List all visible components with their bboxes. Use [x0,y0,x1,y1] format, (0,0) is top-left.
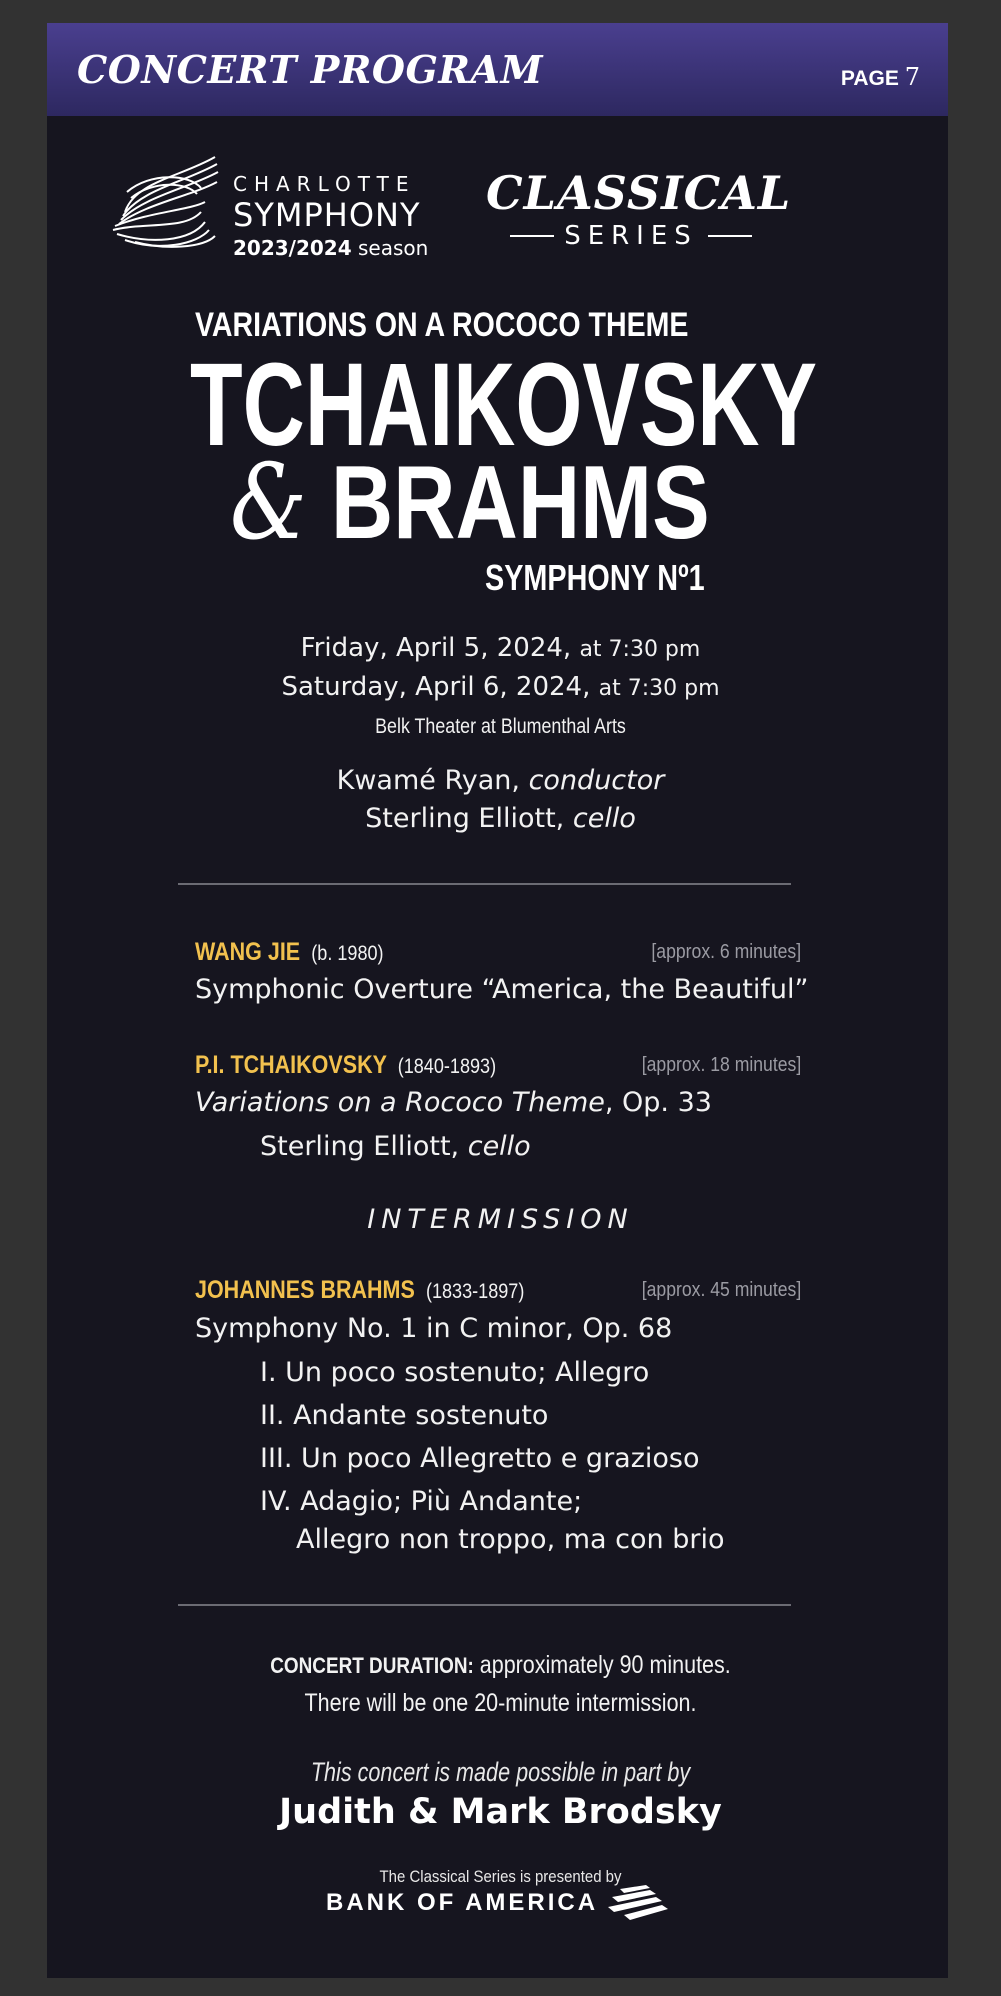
page-number: 7 [904,63,920,91]
date-text: Friday, April 5, 2024, [300,633,572,663]
work-title-italic: Variations on a Rococo Theme [195,1087,605,1118]
concert-pretitle: VARIATIONS ON A ROCOCO THEME [195,306,689,344]
composer-wang-jie [195,938,384,967]
movement-1: I. Un poco sostenuto; Allegro [260,1357,650,1388]
time-text: at 7:30 pm [579,637,701,662]
performance-date-1 [0,633,1001,663]
composer-name: P.I. TCHAIKOVSKY [195,1051,387,1079]
movement-4: IV. Adagio; Più Andante; [260,1486,583,1517]
movement-2: II. Andante sostenuto [260,1400,549,1431]
series-subtitle [496,221,766,251]
movement-3: III. Un poco Allegretto e grazioso [260,1443,700,1474]
date-text: Saturday, April 6, 2024, [281,672,591,702]
title-ampersand: & [230,441,307,563]
concert-subtitle: SYMPHONY Nº1 [485,557,705,598]
divider-bottom [178,1604,791,1606]
composer-brahms [195,1276,524,1305]
duration-text: approximately 90 minutes. [479,1651,731,1679]
made-possible-text: This concert is made possible in part by [310,1757,691,1787]
donor-name: Judith & Mark Brodsky [279,1792,722,1832]
composer-name: WANG JIE [195,938,301,966]
duration-piece-3: [approx. 45 minutes] [641,1279,801,1301]
swirl-logo-icon [105,152,230,252]
duration-label: CONCERT DURATION: [270,1653,474,1678]
work-title-3: Symphony No. 1 in C minor, Op. 68 [195,1313,673,1344]
logo-symphony: SYMPHONY [233,196,421,234]
movement-4-continued: Allegro non troppo, ma con brio [296,1524,725,1555]
series-rule-right [708,235,752,237]
concert-duration [70,1651,931,1680]
intermission-note: There will be one 20-minute intermission. [304,1689,697,1717]
page-indicator [841,63,920,91]
logo-season [233,236,428,260]
artist-role: conductor [528,765,665,796]
soloist-line [260,1131,531,1162]
season-years: 2023/2024 [233,236,352,260]
sponsor-name: BANK OF AMERICA [326,1889,599,1916]
duration-piece-2: [approx. 18 minutes] [641,1054,801,1076]
artist-conductor [0,765,1001,796]
composer-life: (b. 1980) [311,942,384,965]
artist-name: Sterling Elliott, [365,803,565,834]
work-title-2 [195,1087,712,1118]
composer-life: (1833-1897) [425,1280,525,1303]
series-subtitle-text: SERIES [564,221,698,251]
composer-life: (1840-1893) [397,1055,497,1078]
series-rule-left [510,235,554,237]
work-title-rest: , Op. 33 [604,1087,712,1118]
charlotte-symphony-logo [105,134,465,264]
logo-charlotte: CHARLOTTE [233,172,416,196]
artist-name: Kwamé Ryan, [336,765,520,796]
header-banner [47,23,948,116]
venue: Belk Theater at Blumenthal Arts [375,715,626,738]
intermission-label: INTERMISSION [367,1204,634,1235]
banner-title: CONCERT PROGRAM [77,47,544,92]
sponsor-logo [326,1885,686,1925]
artist-role: cello [572,803,636,834]
season-word: season [358,236,429,260]
performance-date-2 [0,672,1001,702]
divider-top [178,883,791,885]
work-title-1: Symphonic Overture “America, the Beautiful” [195,974,809,1005]
presented-by-text: The Classical Series is presented by [379,1867,622,1886]
title-brahms: BRAHMS [330,445,710,561]
composer-tchaikovsky [195,1051,496,1080]
duration-piece-1: [approx. 6 minutes] [651,941,801,963]
artist-cello [0,803,1001,834]
bank-flag-icon [606,1885,670,1921]
concert-title-line1: TCHAIKOVSKY [190,339,817,471]
time-text: at 7:30 pm [598,676,720,701]
composer-name: JOHANNES BRAHMS [195,1276,415,1304]
series-title: CLASSICAL [486,166,792,220]
page-label: PAGE [840,67,899,90]
soloist-name: Sterling Elliott, [260,1131,460,1162]
soloist-role: cello [467,1131,531,1162]
concert-title-line2 [230,441,710,563]
